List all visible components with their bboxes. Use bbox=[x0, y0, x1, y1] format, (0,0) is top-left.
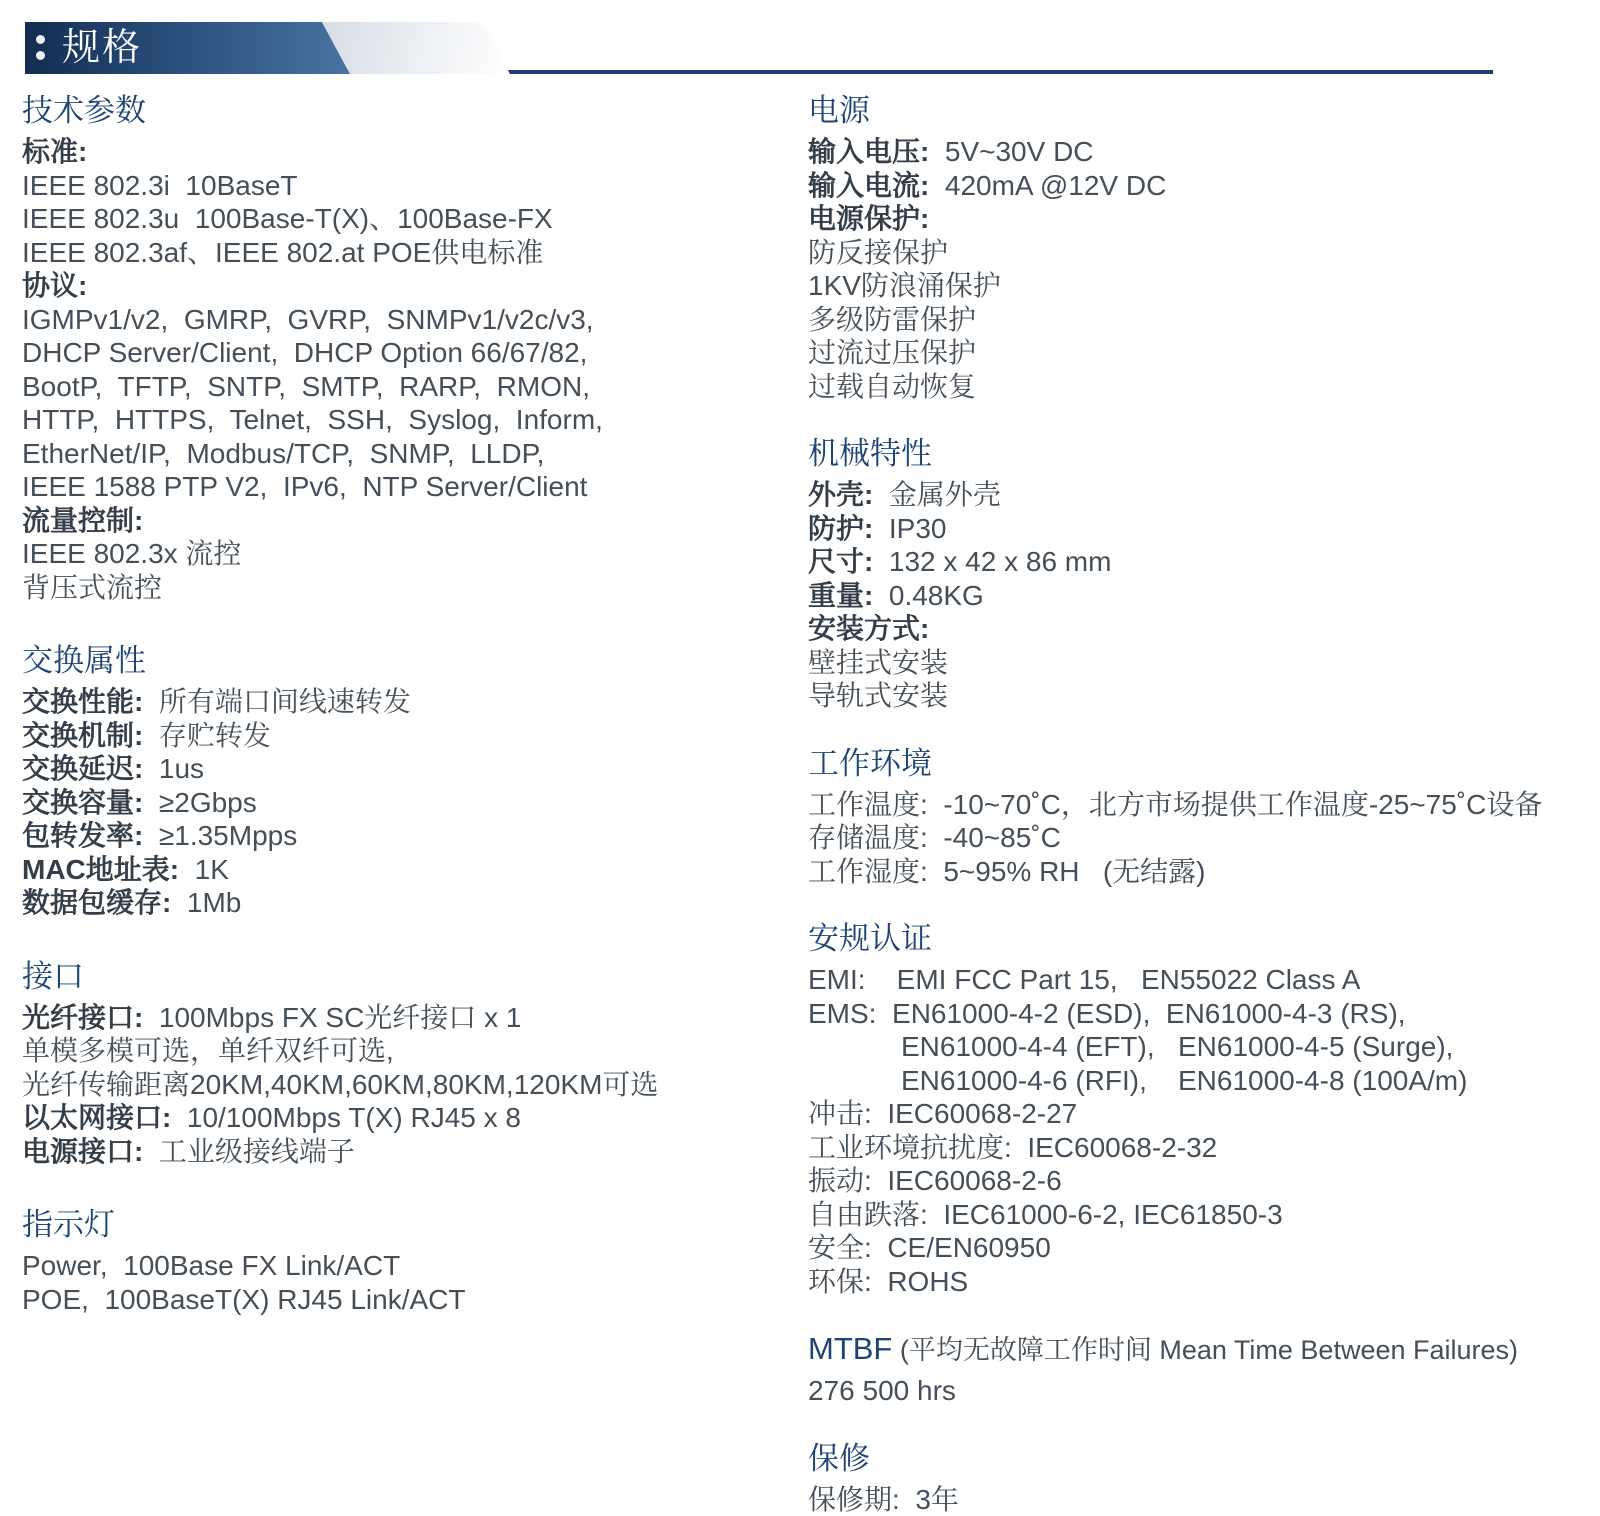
spec-label: 交换机制: bbox=[22, 720, 143, 751]
section-banner bbox=[0, 22, 1600, 78]
section-heading-mtbf bbox=[808, 1330, 1594, 1369]
spec-line bbox=[808, 855, 1594, 889]
spec-line bbox=[808, 545, 1594, 579]
spec-label: 交换延迟: bbox=[22, 753, 143, 784]
spec-line bbox=[808, 1097, 1594, 1131]
spec-value: 5V~30V DC bbox=[929, 136, 1093, 167]
bullet-dot bbox=[36, 35, 45, 44]
section-heading-text: 接口 bbox=[22, 959, 84, 994]
spec-value: 壁挂式安装 bbox=[808, 647, 948, 678]
spec-value: 工业级接线端子 bbox=[143, 1136, 355, 1167]
spec-line bbox=[22, 1034, 784, 1068]
spec-line bbox=[22, 1249, 784, 1283]
spec-value: 1Mb bbox=[171, 887, 241, 918]
spec-line bbox=[22, 303, 784, 337]
section-environment bbox=[808, 745, 1594, 889]
section-technical-parameters bbox=[22, 92, 784, 604]
spec-value: ≥1.35Mpps bbox=[143, 820, 297, 851]
spec-label: 重量: bbox=[808, 580, 873, 611]
spec-value: 多级防雷保护 bbox=[808, 304, 976, 335]
section-interfaces bbox=[22, 958, 784, 1169]
spec-label: MAC地址表: bbox=[22, 854, 179, 885]
spec-line bbox=[808, 646, 1594, 680]
right-column bbox=[808, 92, 1594, 1516]
spec-line bbox=[22, 886, 784, 920]
spec-line bbox=[22, 169, 784, 203]
section-indicators bbox=[22, 1206, 784, 1316]
spec-line bbox=[22, 685, 784, 719]
section-heading-interfaces bbox=[22, 958, 784, 996]
spec-line bbox=[22, 437, 784, 471]
spec-value: IP30 bbox=[873, 513, 946, 544]
spec-value: 10/100Mbps T(X) RJ45 x 8 bbox=[171, 1102, 521, 1133]
spec-line bbox=[808, 1164, 1594, 1198]
spec-value: 1KV防浪涌保护 bbox=[808, 270, 1001, 301]
spec-line bbox=[808, 370, 1594, 404]
spec-line bbox=[808, 612, 1594, 646]
spec-line bbox=[808, 679, 1594, 713]
section-heading-text: 技术参数 bbox=[22, 93, 146, 128]
spec-value: 环保: ROHS bbox=[808, 1266, 968, 1297]
section-switching-properties bbox=[22, 642, 784, 920]
spec-value: 背压式流控 bbox=[22, 572, 162, 603]
spec-value: BootP, TFTP, SNTP, SMTP, RARP, RMON, bbox=[22, 371, 590, 402]
spec-value: 工作湿度: 5~95% RH (无结露) bbox=[808, 856, 1206, 887]
spec-value: 金属外壳 bbox=[873, 479, 1001, 510]
spec-label: 协议: bbox=[22, 270, 87, 301]
spec-line bbox=[22, 504, 784, 538]
section-warranty bbox=[808, 1440, 1594, 1516]
spec-value: IEEE 802.3i 10BaseT bbox=[22, 170, 298, 201]
spec-line bbox=[808, 1198, 1594, 1232]
spec-line bbox=[22, 370, 784, 404]
section-heading-text: 指示灯 bbox=[22, 1207, 115, 1242]
spec-label: 交换容量: bbox=[22, 787, 143, 818]
banner-gray-shape bbox=[322, 22, 514, 74]
spec-line bbox=[808, 1231, 1594, 1265]
section-heading-technical-parameters bbox=[22, 92, 784, 130]
spec-line bbox=[808, 478, 1594, 512]
spec-line bbox=[22, 403, 784, 437]
section-heading-text: 电源 bbox=[808, 93, 870, 128]
section-power bbox=[808, 92, 1594, 403]
spec-value: 1K bbox=[179, 854, 229, 885]
spec-value: 存贮转发 bbox=[143, 720, 271, 751]
spec-line bbox=[808, 135, 1594, 169]
spec-value: IEEE 802.3x 流控 bbox=[22, 538, 241, 569]
section-mechanical bbox=[808, 435, 1594, 713]
spec-value: POE, 100BaseT(X) RJ45 Link/ACT bbox=[22, 1284, 466, 1315]
spec-value: EN61000-4-4 (EFT), EN61000-4-5 (Surge), bbox=[901, 1031, 1453, 1062]
spec-label: 安装方式: bbox=[808, 613, 929, 644]
spec-label: 电源保护: bbox=[808, 203, 929, 234]
spec-value: 所有端口间线速转发 bbox=[143, 686, 411, 717]
spec-line bbox=[808, 997, 1594, 1031]
spec-value: 过载自动恢复 bbox=[808, 371, 976, 402]
spec-line bbox=[22, 1068, 784, 1102]
spec-value: 420mA @12V DC bbox=[929, 170, 1166, 201]
spec-value: 276 500 hrs bbox=[808, 1375, 956, 1406]
spec-line bbox=[22, 719, 784, 753]
spec-line bbox=[808, 202, 1594, 236]
section-heading-text: 保修 bbox=[808, 1441, 870, 1476]
section-mtbf bbox=[808, 1330, 1594, 1408]
section-heading-text: 交换属性 bbox=[22, 643, 146, 678]
spec-value: 自由跌落: IEC61000-6-2, IEC61850-3 bbox=[808, 1199, 1283, 1230]
spec-line bbox=[808, 336, 1594, 370]
spec-value: ≥2Gbps bbox=[143, 787, 256, 818]
spec-line bbox=[22, 336, 784, 370]
spec-value: 保修期: 3年 bbox=[808, 1484, 959, 1515]
section-heading-power bbox=[808, 92, 1594, 130]
spec-line bbox=[22, 1101, 784, 1135]
spec-label: 流量控制: bbox=[22, 505, 143, 536]
spec-line bbox=[22, 1283, 784, 1317]
spec-value: 光纤传输距离20KM,40KM,60KM,80KM,120KM可选 bbox=[22, 1069, 658, 1100]
spec-value: DHCP Server/Client, DHCP Option 66/67/82, bbox=[22, 337, 587, 368]
spec-line bbox=[22, 571, 784, 605]
spec-label: 以太网接口: bbox=[22, 1102, 171, 1133]
spec-value: HTTP, HTTPS, Telnet, SSH, Syslog, Inform, bbox=[22, 404, 603, 435]
spec-line bbox=[808, 512, 1594, 546]
spec-label: 防护: bbox=[808, 513, 873, 544]
spec-label: 数据包缓存: bbox=[22, 887, 171, 918]
spec-line bbox=[808, 169, 1594, 203]
spec-line bbox=[22, 269, 784, 303]
spec-label: 标准: bbox=[22, 136, 87, 167]
spec-line bbox=[22, 752, 784, 786]
spec-value: IEEE 802.3af、IEEE 802.at POE供电标准 bbox=[22, 237, 543, 268]
spec-line bbox=[808, 1483, 1594, 1516]
spec-line bbox=[22, 236, 784, 270]
spec-label: 外壳: bbox=[808, 479, 873, 510]
spec-value: 0.48KG bbox=[873, 580, 984, 611]
spec-line bbox=[808, 579, 1594, 613]
bullet-dots-icon bbox=[36, 35, 45, 60]
section-heading-indicators bbox=[22, 1206, 784, 1244]
spec-line bbox=[808, 1374, 1594, 1408]
spec-line bbox=[808, 821, 1594, 855]
spec-line bbox=[22, 470, 784, 504]
spec-value: 工作温度: -10~70˚C，北方市场提供工作温度-25~75˚C设备 bbox=[808, 789, 1542, 820]
spec-value: Power, 100Base FX Link/ACT bbox=[22, 1250, 400, 1281]
spec-value: EMS: EN61000-4-2 (ESD), EN61000-4-3 (RS), bbox=[808, 998, 1406, 1029]
section-heading-note: (平均无故障工作时间 Mean Time Between Failures) bbox=[892, 1335, 1518, 1365]
spec-line bbox=[22, 819, 784, 853]
spec-value: EMI: EMI FCC Part 15, EN55022 Class A bbox=[808, 964, 1360, 995]
spec-value: 导轨式安装 bbox=[808, 680, 948, 711]
spec-line bbox=[22, 1135, 784, 1169]
spec-line bbox=[22, 1001, 784, 1035]
spec-line bbox=[22, 135, 784, 169]
section-heading-mechanical bbox=[808, 435, 1594, 473]
spec-value: IGMPv1/v2, GMRP, GVRP, SNMPv1/v2c/v3, bbox=[22, 304, 594, 335]
spec-line bbox=[808, 1131, 1594, 1165]
spec-value: 单模多模可选，单纤双纤可选, bbox=[22, 1035, 394, 1066]
spec-label: 尺寸: bbox=[808, 546, 873, 577]
spec-line bbox=[22, 853, 784, 887]
spec-line bbox=[808, 236, 1594, 270]
spec-value: 存储温度: -40~85˚C bbox=[808, 822, 1061, 853]
spec-line bbox=[808, 1030, 1594, 1064]
section-heading-warranty bbox=[808, 1440, 1594, 1478]
section-heading-certifications bbox=[808, 920, 1594, 958]
spec-value: 安全: CE/EN60950 bbox=[808, 1232, 1051, 1263]
section-heading-environment bbox=[808, 745, 1594, 783]
spec-value: 振动: IEC60068-2-6 bbox=[808, 1165, 1062, 1196]
spec-line bbox=[808, 963, 1594, 997]
left-column bbox=[22, 92, 784, 1316]
spec-value: 防反接保护 bbox=[808, 237, 948, 268]
section-heading-switching-properties bbox=[22, 642, 784, 680]
section-heading-text: MTBF bbox=[808, 1331, 892, 1366]
spec-value: 132 x 42 x 86 mm bbox=[873, 546, 1111, 577]
spec-value: IEEE 1588 PTP V2, IPv6, NTP Server/Client bbox=[22, 471, 587, 502]
bullet-dot bbox=[36, 51, 45, 60]
spec-line bbox=[22, 537, 784, 571]
spec-line bbox=[808, 303, 1594, 337]
spec-label: 交换性能: bbox=[22, 686, 143, 717]
spec-label: 输入电流: bbox=[808, 170, 929, 201]
spec-value: 过流过压保护 bbox=[808, 337, 976, 368]
spec-value: IEEE 802.3u 100Base-T(X)、100Base-FX bbox=[22, 203, 553, 234]
spec-value: EtherNet/IP, Modbus/TCP, SNMP, LLDP, bbox=[22, 438, 544, 469]
section-heading-text: 机械特性 bbox=[808, 436, 932, 471]
spec-line bbox=[808, 269, 1594, 303]
spec-value: EN61000-4-6 (RFI), EN61000-4-8 (100A/m) bbox=[901, 1065, 1467, 1096]
spec-label: 电源接口: bbox=[22, 1136, 143, 1167]
spec-line bbox=[808, 1265, 1594, 1299]
spec-label: 光纤接口: bbox=[22, 1002, 143, 1033]
spec-value: 工业环境抗扰度: IEC60068-2-32 bbox=[808, 1132, 1217, 1163]
page-title: 规格 bbox=[62, 25, 142, 71]
spec-line bbox=[808, 788, 1594, 822]
spec-label: 输入电压: bbox=[808, 136, 929, 167]
section-certifications bbox=[808, 920, 1594, 1298]
section-heading-text: 安规认证 bbox=[808, 921, 932, 956]
spec-line bbox=[808, 1064, 1594, 1098]
spec-value: 冲击: IEC60068-2-27 bbox=[808, 1098, 1077, 1129]
spec-line bbox=[22, 202, 784, 236]
spec-label: 包转发率: bbox=[22, 820, 143, 851]
spec-value: 100Mbps FX SC光纤接口 x 1 bbox=[143, 1002, 521, 1033]
section-heading-text: 工作环境 bbox=[808, 746, 932, 781]
spec-line bbox=[22, 786, 784, 820]
spec-value: 1us bbox=[143, 753, 204, 784]
